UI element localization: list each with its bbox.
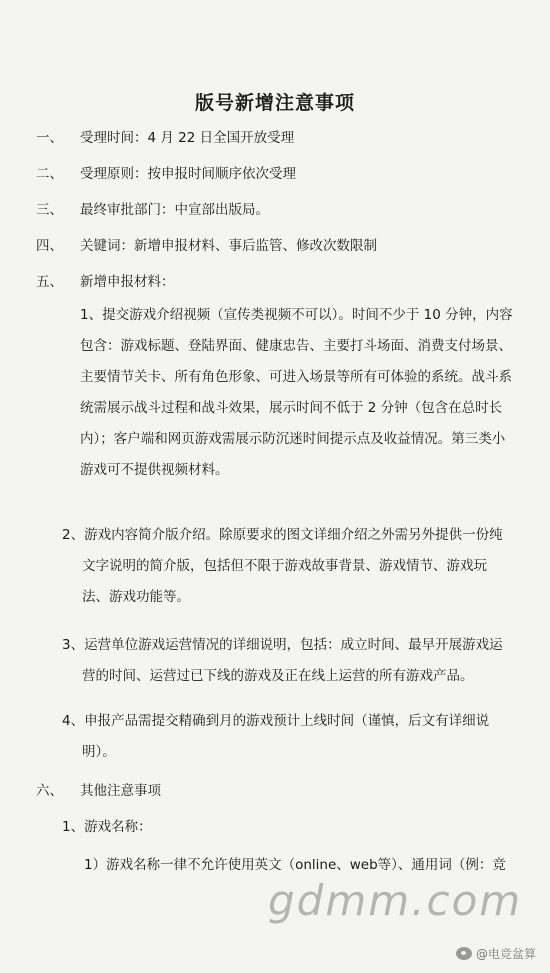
paragraph-line: 文字说明的简介版，包括但不限于游戏故事背景、游戏情节、游戏玩	[82, 558, 487, 574]
section-6	[36, 779, 161, 799]
paragraph-line: 1、提交游戏介绍视频（宣传类视频不可以）。时间不少于 10 分钟，内容	[80, 307, 513, 323]
paragraph-line: 营的时间、运营过已下线的游戏及正在线上运营的所有游戏产品。	[82, 668, 474, 684]
material-1	[80, 300, 513, 486]
sub-item-1-1: 1）游戏名称一律不允许使用英文（online、web等）、通用词（例：竞	[84, 857, 506, 873]
paragraph-line: 4、申报产品需提交精确到月的游戏预计上线时间（谨慎，后文有详细说	[62, 713, 490, 729]
paragraph-line: 游戏可不提供视频材料。	[80, 462, 229, 478]
item-number: 三、	[36, 202, 63, 218]
item-text: 其他注意事项	[80, 783, 161, 799]
item-text: 受理时间：4 月 22 日全国开放受理	[80, 130, 295, 146]
item-text: 新增申报材料：	[80, 274, 175, 290]
item-number: 一、	[36, 130, 63, 146]
material-2	[62, 520, 503, 613]
site-watermark: gdmm.com	[268, 876, 523, 925]
item-number: 四、	[36, 238, 63, 254]
item-2	[36, 162, 296, 182]
handle-text: @电竞盆算	[476, 947, 537, 961]
item-4	[36, 234, 377, 254]
material-4	[62, 706, 489, 768]
paragraph-line: 3、运营单位游戏运营情况的详细说明，包括：成立时间、最早开展游戏运	[62, 637, 503, 653]
item-number: 二、	[36, 166, 63, 182]
weibo-handle	[456, 945, 536, 962]
paragraph-line: 包含：游戏标题、登陆界面、健康忠告、主要打斗场面、消费支付场景、	[80, 338, 512, 354]
paragraph-line: 明）。	[82, 744, 116, 760]
weibo-icon	[456, 947, 472, 960]
item-text: 受理原则：按申报时间顺序依次受理	[80, 166, 296, 182]
sub-item-1: 1、游戏名称：	[62, 819, 152, 835]
item-number: 六、	[36, 783, 63, 799]
paragraph-line: 内）；客户端和网页游戏需展示防沉迷时间提示点及收益情况。第三类小	[80, 431, 506, 447]
document-title: 版号新增注意事项	[194, 92, 355, 114]
paragraph-line: 法、游戏功能等。	[82, 589, 190, 605]
material-3	[62, 630, 503, 692]
paragraph-line: 统需展示战斗过程和战斗效果，展示时间不低于 2 分钟（包含在总时长	[80, 400, 503, 416]
item-text: 关键词：新增申报材料、事后监管、修改次数限制	[80, 238, 377, 254]
item-1	[36, 126, 294, 146]
item-number: 五、	[36, 274, 63, 290]
item-3	[36, 198, 269, 218]
paragraph-line: 2、游戏内容简介版介绍。除原要求的图文详细介绍之外需另外提供一份纯	[62, 527, 503, 543]
item-5	[36, 270, 175, 290]
item-text: 最终审批部门：中宣部出版局。	[80, 202, 269, 218]
paragraph-line: 主要情节关卡、所有角色形象、可进入场景等所有可体验的系统。战斗系	[80, 369, 512, 385]
